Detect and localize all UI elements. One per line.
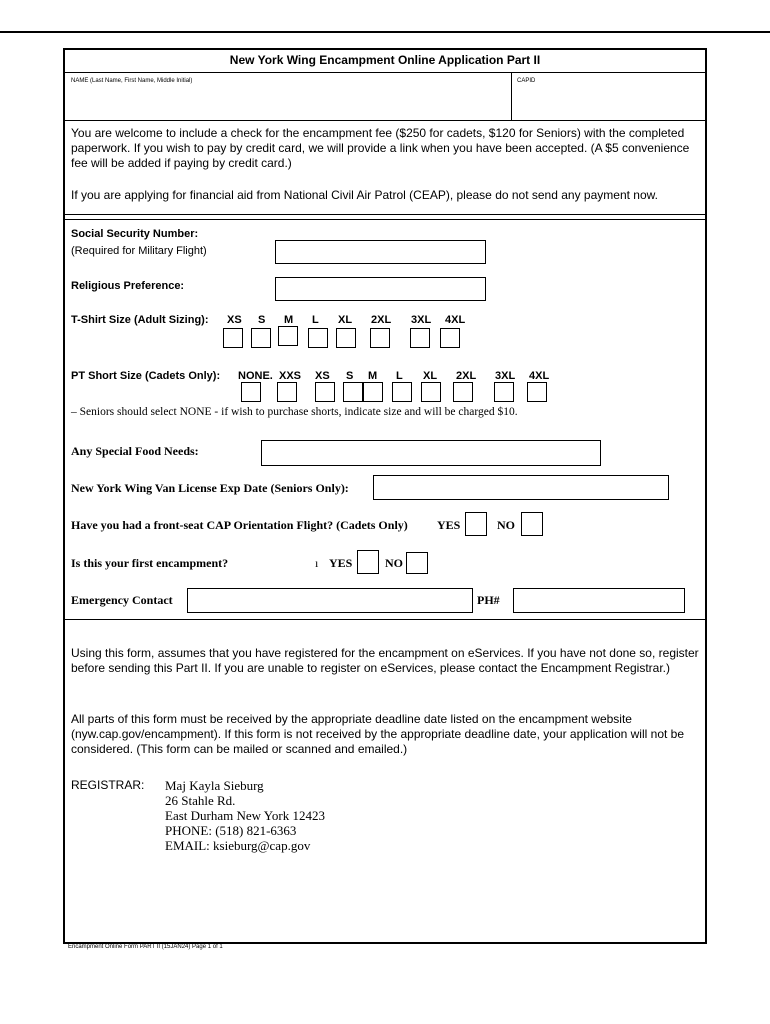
tshirt-checkbox-s[interactable] (251, 328, 271, 348)
orientation-no-label: NO (497, 518, 515, 532)
phone-input[interactable] (513, 588, 685, 613)
financial-aid-paragraph: If you are applying for financial aid from National Civil Air Patrol (CEAP), please do not send any payment now. (71, 188, 658, 202)
orientation-no-checkbox[interactable] (521, 512, 543, 536)
registrar-address (165, 778, 325, 853)
pt-checkbox-m[interactable] (363, 382, 383, 402)
registrar-label: REGISTRAR: (71, 778, 145, 792)
orientation-yes-label: YES (437, 518, 461, 532)
name-field[interactable] (71, 88, 507, 116)
van-license-label: New York Wing Van License Exp Date (Seniors Only): (71, 481, 349, 495)
first-yes-label: YES (329, 556, 353, 570)
first-yes-checkbox[interactable] (357, 550, 379, 574)
tshirt-size-xs: XS (227, 314, 242, 326)
pt-size-none: NONE. (238, 370, 273, 382)
ssn-label: Social Security Number: (71, 228, 199, 240)
emergency-contact-input[interactable] (187, 588, 473, 613)
pt-size-2xl: 2XL (456, 370, 477, 382)
emergency-contact-label: Emergency Contact (71, 593, 173, 607)
tshirt-size-s: S (258, 314, 266, 326)
registrar-email: EMAIL: ksieburg@cap.gov (165, 838, 311, 853)
name-row-divider (65, 120, 705, 121)
tshirt-size-l: L (312, 314, 319, 326)
tshirt-label: T-Shirt Size (Adult Sizing): (71, 314, 209, 326)
pt-size-4xl: 4XL (529, 370, 550, 382)
top-rule (0, 31, 770, 33)
pt-short-label: PT Short Size (Cadets Only): (71, 370, 221, 382)
deadline-paragraph: All parts of this form must be received by the appropriate deadline date listed on the encampment website (nyw.cap.gov/encampment). If this form is not received by the appropriate deadline date, your application will not be considered. (This form can be mailed or scanned and emailed.) (71, 712, 685, 756)
tshirt-checkbox-l[interactable] (308, 328, 328, 348)
food-label: Any Special Food Needs: (71, 444, 199, 458)
first-no-checkbox[interactable] (406, 552, 428, 574)
tshirt-checkbox-3xl[interactable] (410, 328, 430, 348)
capid-divider (511, 72, 512, 120)
tshirt-checkbox-4xl[interactable] (440, 328, 460, 348)
pt-checkbox-s[interactable] (343, 382, 363, 402)
pt-size-xxs: XXS (279, 370, 302, 382)
religion-input[interactable] (275, 277, 486, 301)
orientation-yes-checkbox[interactable] (465, 512, 487, 536)
fields-divider (65, 619, 705, 620)
phone-label: PH# (477, 593, 500, 607)
form-title: New York Wing Encampment Online Application Part II (229, 53, 541, 67)
registrar-name: Maj Kayla Sieburg (165, 778, 264, 793)
pt-checkbox-xs[interactable] (315, 382, 335, 402)
pt-checkbox-4xl[interactable] (527, 382, 547, 402)
pt-checkbox-none[interactable] (241, 382, 261, 402)
pt-size-s: S (346, 370, 354, 382)
fee-paragraph: You are welcome to include a check for the encampment fee ($250 for cadets, $120 for Seniors) with the completed paperwork. If you wish to pay by credit card, we will provide a link when you have been accepted. (A $5 convenience fee will be added if paying by credit card.) (71, 126, 690, 170)
tshirt-checkbox-m[interactable] (278, 326, 298, 346)
tshirt-size-xl: XL (338, 314, 353, 326)
pt-size-l: L (396, 370, 403, 382)
capid-label: CAPID (517, 78, 536, 84)
capid-field[interactable] (517, 88, 701, 116)
pt-checkbox-2xl[interactable] (453, 382, 473, 402)
pt-checkbox-xl[interactable] (421, 382, 441, 402)
pt-checkbox-3xl[interactable] (494, 382, 514, 402)
tshirt-size-m: M (284, 314, 294, 326)
pt-checkbox-xxs[interactable] (277, 382, 297, 402)
title-divider (65, 72, 705, 73)
ssn-input[interactable] (275, 240, 486, 264)
pt-size-3xl: 3XL (495, 370, 516, 382)
intro-divider-1 (65, 214, 705, 215)
tshirt-checkbox-xl[interactable] (336, 328, 356, 348)
tshirt-checkbox-xs[interactable] (223, 328, 243, 348)
tshirt-checkbox-2xl[interactable] (370, 328, 390, 348)
application-form (63, 48, 707, 944)
first-encampment-label: Is this your first encampment? (71, 556, 229, 570)
registrar-street: 26 Stahle Rd. (165, 793, 236, 808)
religion-label: Religious Preference: (71, 280, 185, 292)
ssn-note: (Required for Military Flight) (71, 245, 207, 257)
form-footer: Encampment Online Form PART II (15JAN24) Page 1 of 1 (68, 944, 223, 950)
pt-size-xs: XS (315, 370, 330, 382)
registrar-city: East Durham New York 12423 (165, 808, 325, 823)
tshirt-size-4xl: 4XL (445, 314, 466, 326)
name-label: NAME (Last Name, First Name, Middle Initial) (71, 78, 193, 84)
orientation-flight-label: Have you had a front-seat CAP Orientation Flight? (Cadets Only) (71, 518, 408, 532)
pt-size-m: M (368, 370, 378, 382)
intro-divider-2 (65, 219, 705, 220)
first-no-label: NO (385, 556, 403, 570)
first-encampment-mark: ı (315, 556, 319, 570)
tshirt-size-2xl: 2XL (371, 314, 392, 326)
registration-paragraph: Using this form, assumes that you have registered for the encampment on eServices. If you have not done so, register before sending this Part II. If you are unable to register on eServices, please contact the Encampment Registrar.) (71, 646, 699, 675)
van-license-input[interactable] (373, 475, 669, 500)
pt-checkbox-l[interactable] (392, 382, 412, 402)
registrar-phone: PHONE: (518) 821-6363 (165, 823, 297, 838)
food-input[interactable] (261, 440, 601, 466)
pt-size-xl: XL (423, 370, 438, 382)
pt-senior-note: – Seniors should select NONE - if wish to purchase shorts, indicate size and will be charged $10. (71, 406, 518, 418)
tshirt-size-3xl: 3XL (411, 314, 432, 326)
